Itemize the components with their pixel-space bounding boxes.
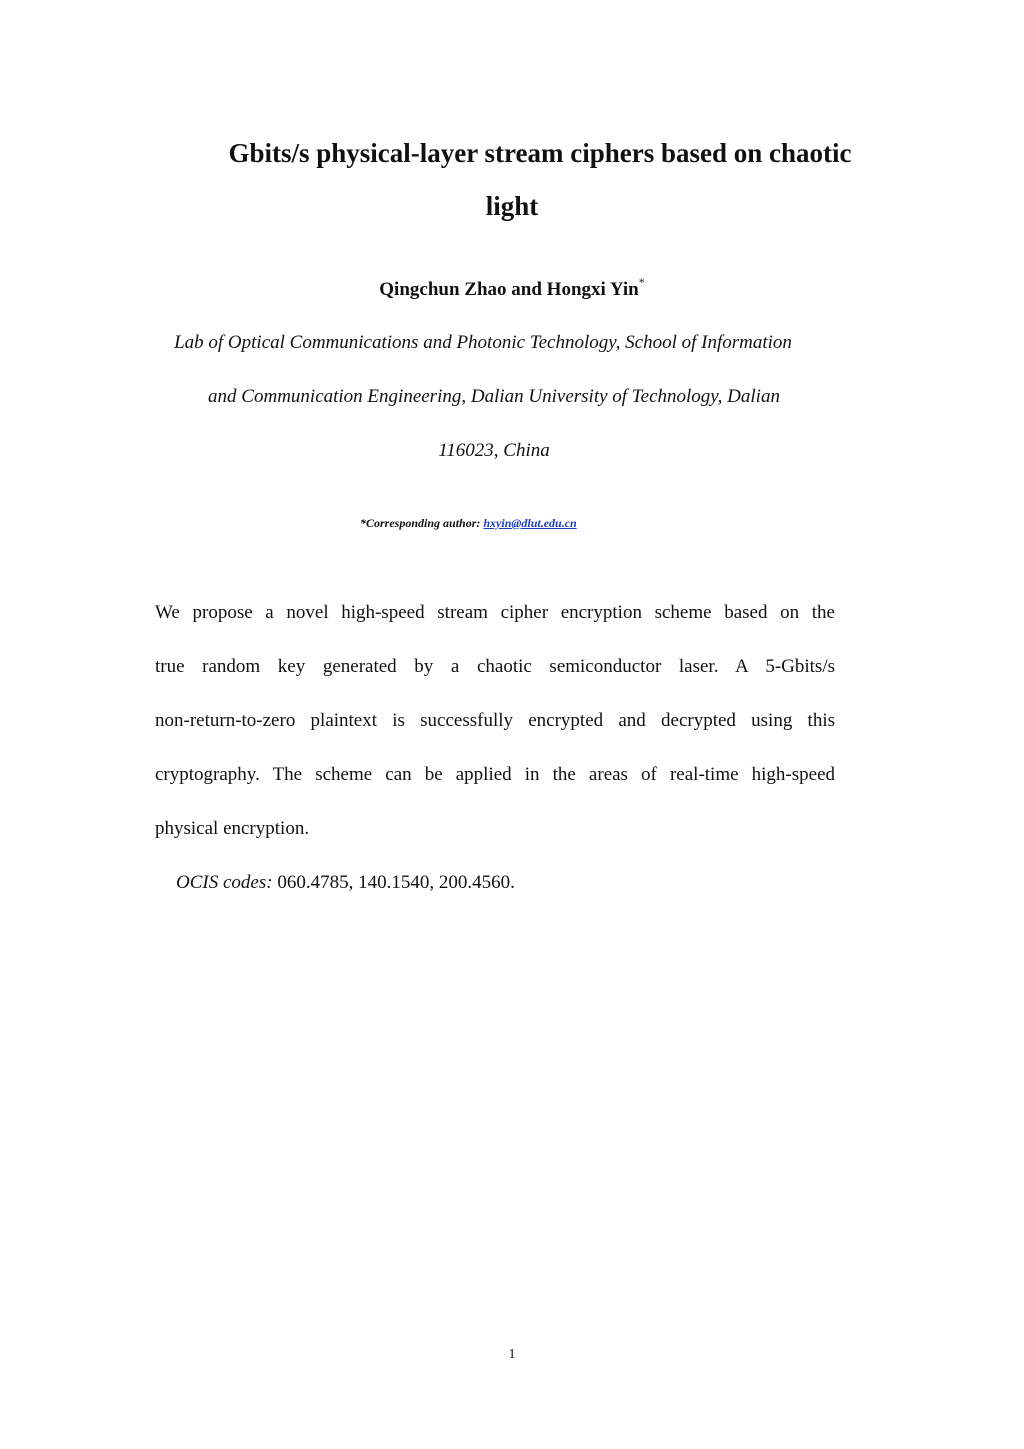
ocis-values: 060.4785, 140.1540, 200.4560. xyxy=(277,872,515,893)
paper-title-line-2: light xyxy=(485,191,539,221)
corresponding-author-mark: * xyxy=(638,275,645,289)
abstract-line-3: non-return-to-zero plaintext is successfully encrypted and decrypted using this xyxy=(155,710,835,731)
corresponding-author-note xyxy=(360,517,577,529)
abstract-line-2: true random key generated by a chaotic semiconductor laser. A 5-Gbits/s xyxy=(155,656,835,677)
author-list xyxy=(0,275,1024,300)
ocis-codes xyxy=(176,873,515,892)
affiliation-line-1: Lab of Optical Communications and Photonic Technology, School of Information xyxy=(174,332,792,353)
corresponding-email-link[interactable]: hxyin@dlut.edu.cn xyxy=(483,516,577,530)
paper-title-line-1: Gbits/s physical-layer stream ciphers based on chaotic xyxy=(228,138,852,168)
page-number: 1 xyxy=(508,1347,516,1362)
corresponding-author-label: *Corresponding author: xyxy=(360,516,481,530)
abstract-line-5: physical encryption. xyxy=(155,818,310,839)
abstract-line-1: We propose a novel high-speed stream cipher encryption scheme based on the xyxy=(155,602,835,623)
author-names: Qingchun Zhao and Hongxi Yin xyxy=(379,279,639,300)
affiliation-line-3: 116023, China xyxy=(438,440,550,461)
ocis-label: OCIS codes: xyxy=(176,872,273,893)
abstract-line-4: cryptography. The scheme can be applied in the areas of real-time high-speed xyxy=(155,764,835,785)
affiliation-line-2: and Communication Engineering, Dalian University of Technology, Dalian xyxy=(208,386,780,407)
